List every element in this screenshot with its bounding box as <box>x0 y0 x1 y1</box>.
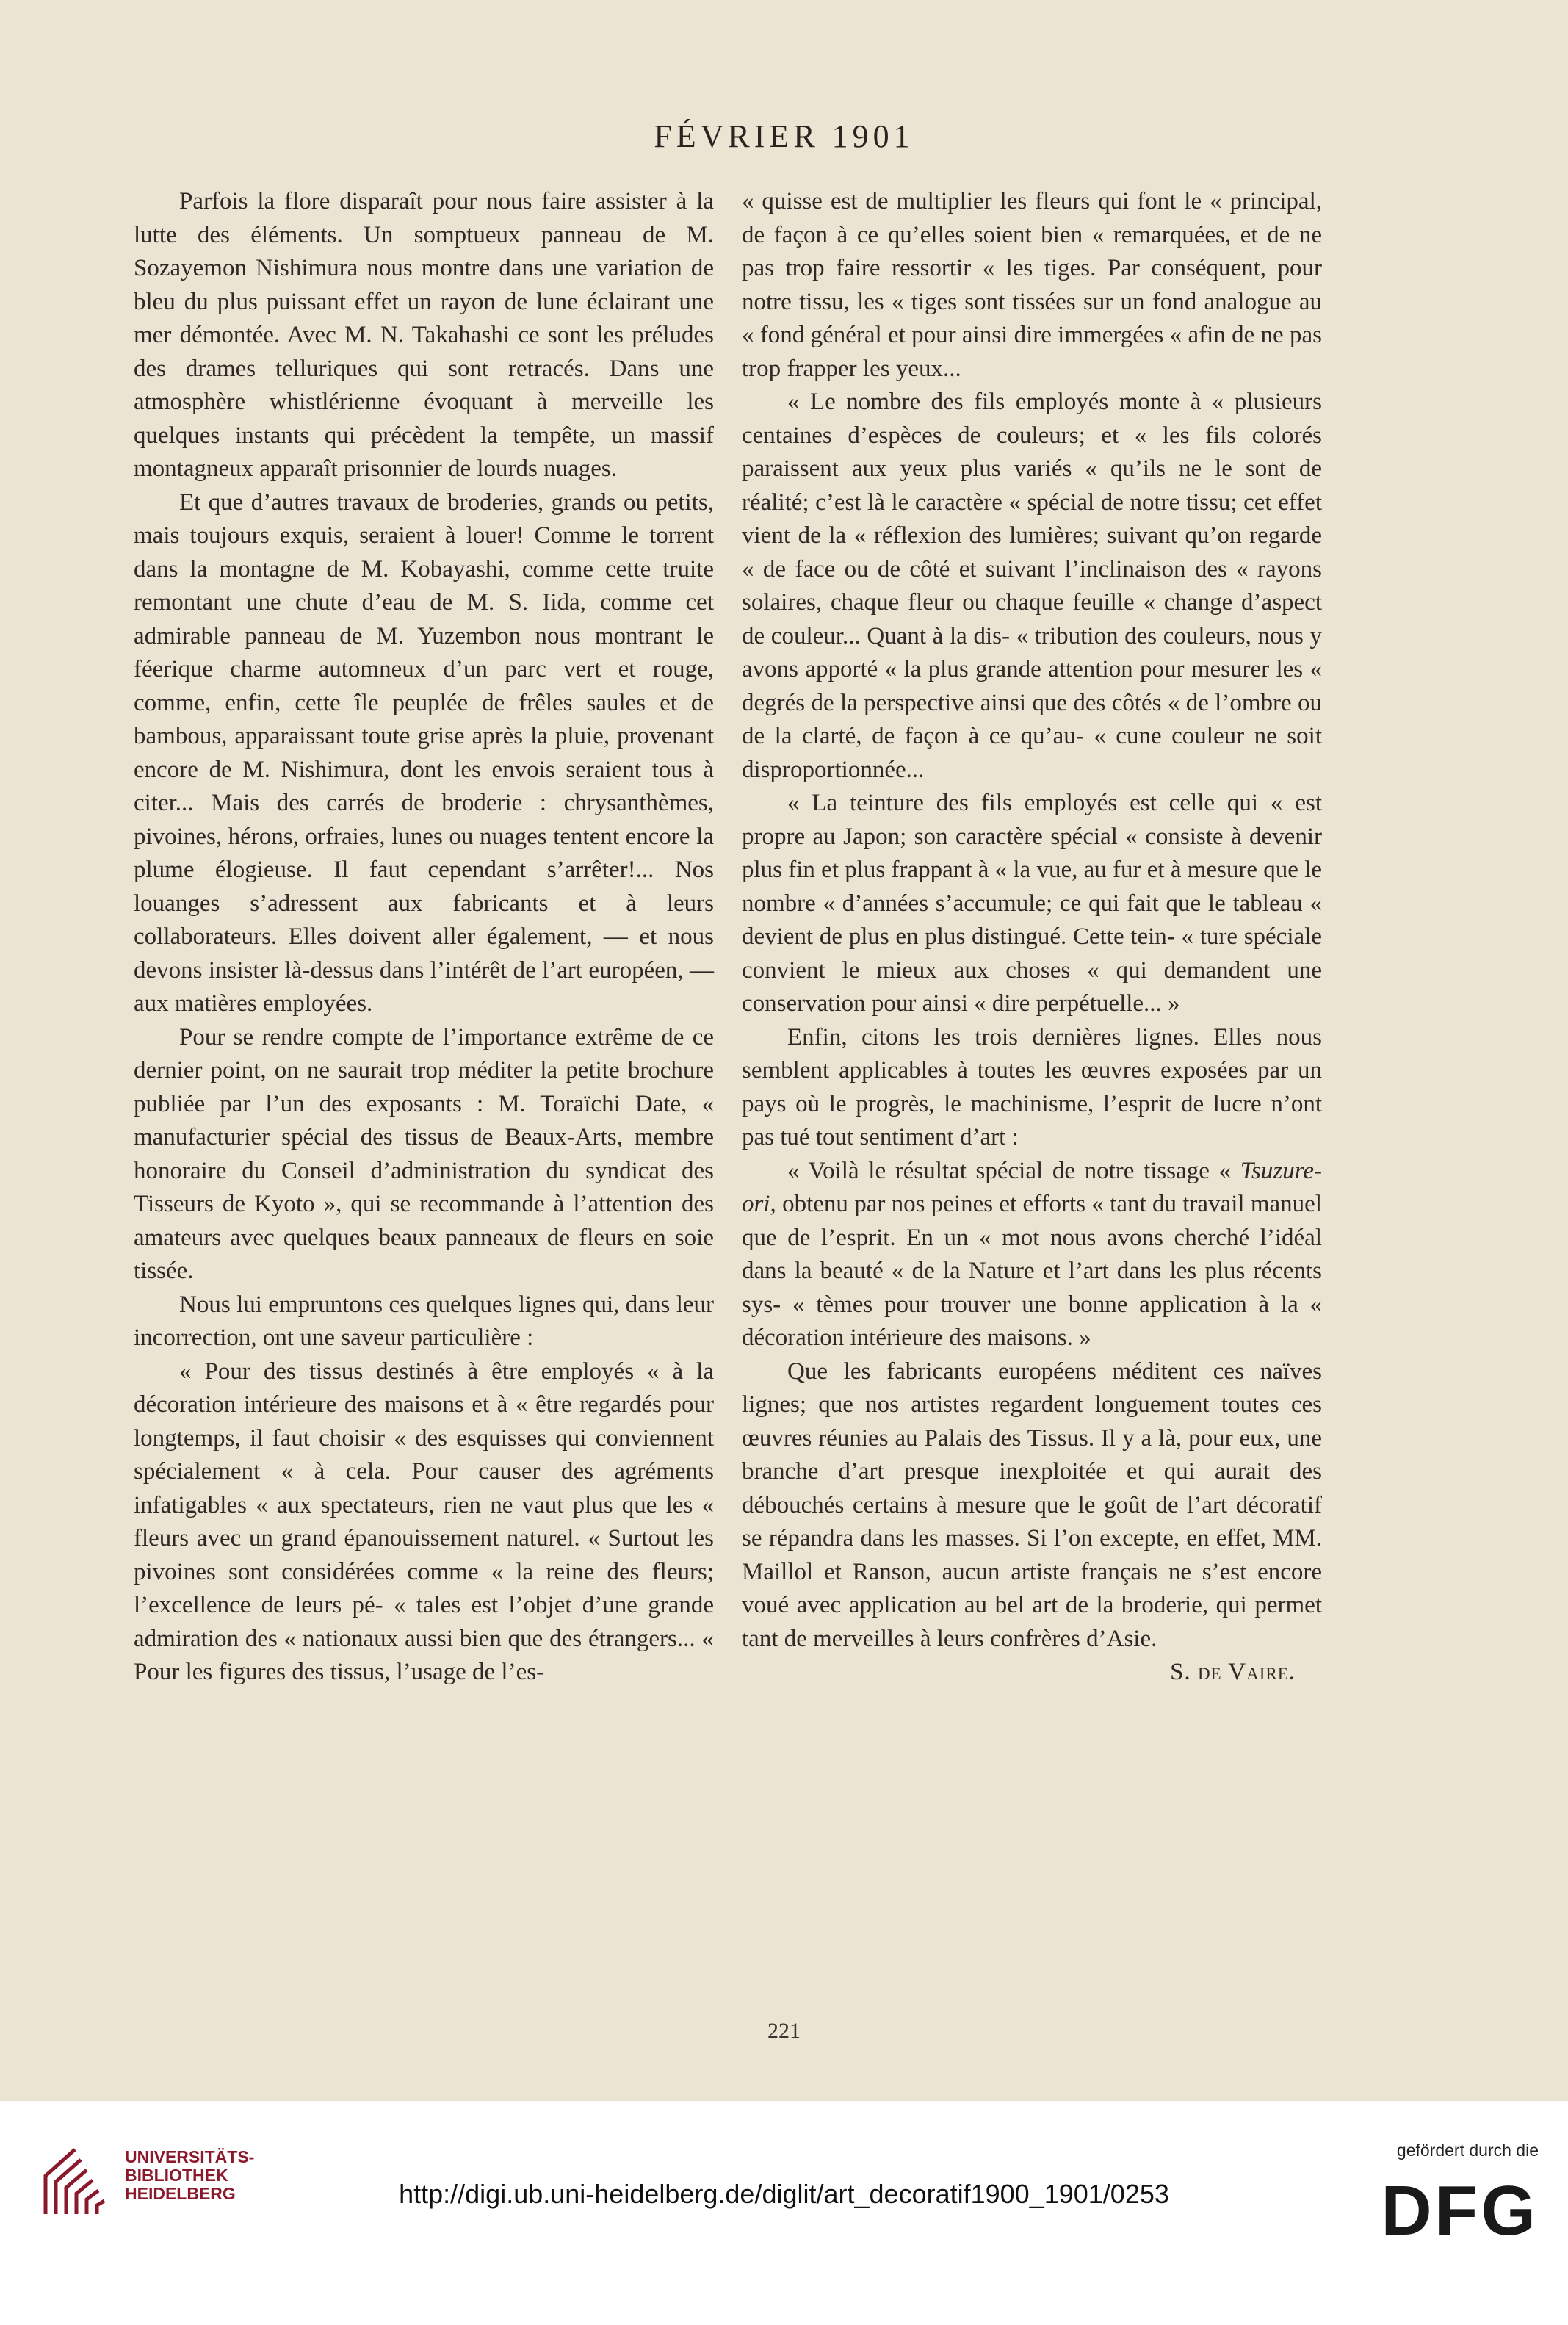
signature-initial: S. <box>1170 1659 1191 1685</box>
signature-name: de Vaire. <box>1197 1659 1296 1685</box>
funding-label: gefördert durch die <box>1396 2141 1539 2160</box>
quote-paragraph: « Le nombre des fils employés monte à « plusieurs centaines d’espèces de couleurs; et « les fils colorés paraissent aux yeux plus variés « qu’ils ne le sont de réalité; c’est là le caractère « spécial de notre tissu; cet effet vient de la « réflexion des lumières; suivant qu’on regarde « de face ou de côté et suivant l’inclinaison des « rayons solaires, chaque fleur ou chaque feuille « change d’aspect de couleur... Quant à la dis- « tribution des couleurs, nous y avons apporté « la plus grande attention pour mesurer les « degrés de la perspective ainsi que des côtés « de l’ombre ou de la clarté, de façon à ce qu’au- « cune couleur ne soit disproportionnée... <box>742 389 1322 783</box>
paragraph: Que les fabricants européens méditent ces naïves lignes; que nos artistes regardent longuement toutes ces œuvres réunies au Palais des Tissus. Il y a là, pour eux, une branche d’art presque inexploitée et qui aurait des débouchés certains à mesure que le goût de l’art décoratif se répandra dans les masses. Si l’on excepte, en effet, MM. Maillol et Ranson, aucun artiste français ne s’est encore voué avec application au bel art de la broderie, qui permet tant de merveilles à leurs confrères d’Asie. <box>742 1358 1322 1652</box>
library-name-line: BIBLIOTHEK <box>125 2166 228 2185</box>
page-header: FÉVRIER 1901 <box>654 118 914 154</box>
paragraph: Parfois la flore disparaît pour nous faire assister à la lutte des éléments. Un somptueux panneau de M. Sozayemon Nishimura nous montre dans une variation de bleu du plus puissant effet un rayon de lune éclairant une mer démontée. Avec M. N. Takahashi ce sont les préludes des drames telluriques qui sont retracés. Dans une atmosphère whistlérienne évoquant à merveille les quelques instants qui précèdent la tempête, un massif montagneux apparaît prisonnier de lourds nuages. <box>134 188 714 482</box>
source-url-link[interactable]: http://digi.ub.uni-heidelberg.de/diglit/art_decoratif1900_1901/0253 <box>399 2179 1169 2209</box>
right-column <box>742 185 1322 1690</box>
library-name-line: UNIVERSITÄTS- <box>125 2147 255 2166</box>
quote-text: obtenu par nos peines et efforts « tant du travail manuel que de l’esprit. En un « mot nous avons cherché l’idéal dans la beauté « de la Nature et l’art dans les plus récents sys- « tèmes pour trouver une bonne application à la « décoration intérieure des maisons. » <box>742 1191 1322 1351</box>
quote-paragraph: « quisse est de multiplier les fleurs qui font le « principal, de façon à ce qu’elles soient bien « remarquées, et de ne pas trop faire ressortir « les tiges. Par conséquent, pour notre tissu, les « tiges sont tissées sur un fond analogue au « fond général et pour ainsi dire immergées « afin de ne pas trop frapper les yeux... <box>742 188 1322 382</box>
paragraph: Pour se rendre compte de l’importance extrême de ce dernier point, on ne saurait trop méditer la petite brochure publiée par l’un des exposants : M. Toraïchi Date, « manufacturier spécial des tissus de Beaux-Arts, membre honoraire du Conseil d’administration du syndicat des Tisseurs de Kyoto », qui se recommande à l’attention des amateurs avec quelques beaux panneaux de fleurs en soie tissée. <box>134 1023 714 1284</box>
italic-term: Tsuzure-ori, <box>742 1157 1322 1217</box>
dfg-logo: DFG <box>1381 2171 1539 2250</box>
quote-paragraph: « La teinture des fils employés est celle qui « est propre au Japon; son caractère spécial « consiste à devenir plus fin et plus frappant à « la vue, au fur et à mesure que le nombre « d’années s’accumule; ce qui fait que le tableau « devient de plus en plus distingué. Cette tein- « ture spéciale convient le mieux aux choses « qui demandent une conservation pour ainsi « dire perpétuelle... » <box>742 790 1322 1017</box>
left-column <box>134 185 714 1690</box>
quote-paragraph <box>742 1155 1322 1355</box>
quote-paragraph: « Pour des tissus destinés à être employés « à la décoration intérieure des maisons et à « être regardés pour longtemps, il faut choisir « des esquisses qui conviennent spécialement « à cela. Pour causer des agréments infatigables « aux spectateurs, rien ne vaut plus que les « fleurs avec un grand épanouissement naturel. « Surtout les pivoines sont considérées comme « la reine des fleurs; l’excellence de leurs pé- « tales est l’objet d’une grande admiration des « nationaux aussi bien que des étrangers... « Pour les figures des tissus, l’usage de l’es- <box>134 1358 714 1685</box>
paragraph: Enfin, citons les trois dernières lignes. Elles nous semblent applicables à toutes les œuvres exposées par un pays où le progrès, le machinisme, l’esprit de lucre n’ont pas tué tout sentiment d’art : <box>742 1023 1322 1150</box>
paragraph: Nous lui empruntons ces quelques lignes qui, dans leur incorrection, ont une saveur particulière : <box>134 1291 714 1351</box>
footer-bar <box>0 2101 1568 2325</box>
author-signature <box>742 1656 1322 1690</box>
paragraph: Et que d’autres travaux de broderies, grands ou petits, mais toujours exquis, seraient à louer! Comme le torrent dans la montagne de M. Kobayashi, comme cette truite remontant une chute d’eau de M. S. Iida, comme cet admirable panneau de M. Yuzembon nous montrant le féerique charme automneux d’un parc vert et rouge, comme, enfin, cette île peuplée de frêles saules et de bambous, apparaissant toute grise après la pluie, provenant encore de M. Nishimura, dont les envois seraient tous à citer... Mais des carrés de broderie : chrysanthèmes, pivoines, hérons, orfraies, lunes ou nuages tentent encore la plume élogieuse. Il faut cependant s’arrêter!... Nos louanges s’adressent aux fabricants et à leurs collaborateurs. Elles doivent aller également, — et nous devons insister là-dessus dans l’intérêt de l’art européen, — aux matières employées. <box>134 489 714 1017</box>
library-name-line: HEIDELBERG <box>125 2184 236 2203</box>
quote-text: « Voilà le résultat spécial de notre tissage « <box>787 1157 1240 1184</box>
page-number: 221 <box>767 2019 801 2043</box>
